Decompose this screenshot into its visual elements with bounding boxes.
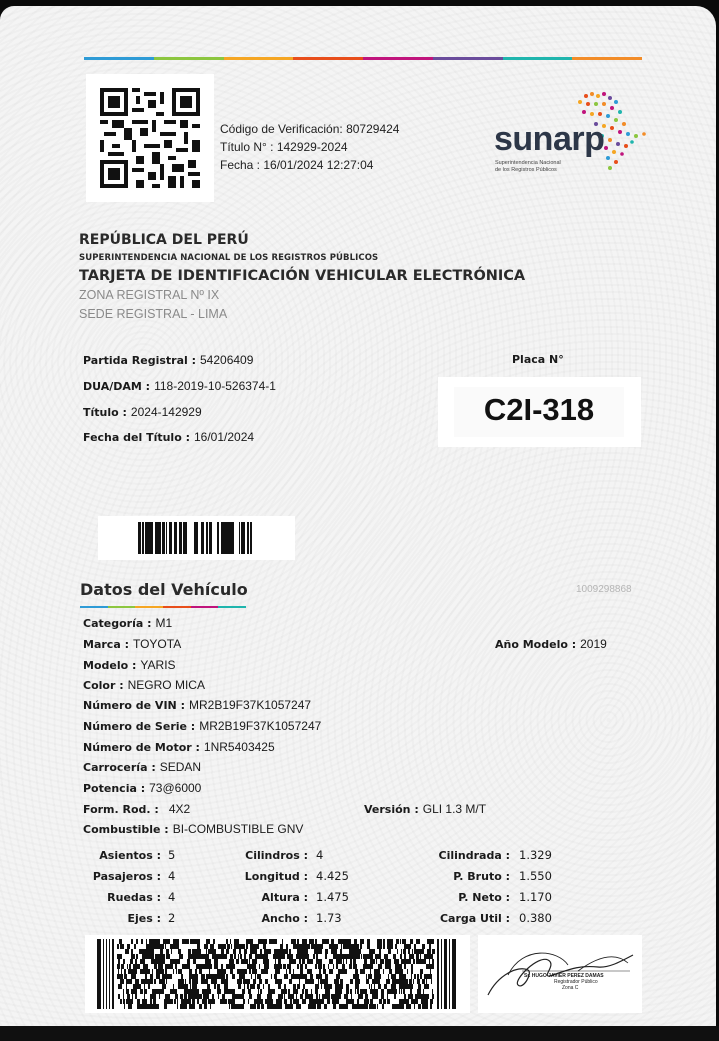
carga-label: Carga Util : bbox=[439, 912, 510, 925]
ancho-row bbox=[262, 911, 308, 925]
section-title-vehiculo: Datos del Vehículo bbox=[80, 580, 248, 599]
titulo-row bbox=[83, 405, 202, 419]
sunarp-subtitle-line-2: de los Registros Públicos bbox=[495, 167, 557, 173]
pbruto-row bbox=[453, 869, 510, 883]
fecha-titulo-label: Fecha del Título : bbox=[83, 431, 190, 444]
longitud-value: 4.425 bbox=[316, 869, 349, 883]
categoria-label: Categoría : bbox=[83, 617, 152, 630]
color-value: NEGRO MICA bbox=[127, 678, 205, 692]
placa-value: C2I-318 bbox=[483, 392, 595, 427]
marca-row bbox=[83, 637, 181, 651]
ejes-label: Ejes : bbox=[127, 912, 161, 925]
ruedas-row bbox=[107, 890, 161, 904]
ejes-row bbox=[127, 911, 161, 925]
placa-label: Placa N° bbox=[512, 353, 564, 366]
combustible-label: Combustible : bbox=[83, 823, 169, 836]
fecha-titulo-row bbox=[83, 430, 254, 444]
version-value: GLI 1.3 M/T bbox=[422, 802, 487, 816]
dua-label: DUA/DAM : bbox=[83, 380, 151, 393]
pneto-value: 1.170 bbox=[519, 890, 552, 904]
carga-row bbox=[440, 911, 510, 925]
cilindrada-value: 1.329 bbox=[519, 848, 552, 862]
verification-fecha: Fecha : 16/01/2024 12:27:04 bbox=[220, 158, 374, 172]
pasajeros-row bbox=[93, 869, 161, 883]
potencia-label: Potencia : bbox=[83, 782, 146, 795]
formrod-value: 4X2 bbox=[168, 802, 191, 816]
zona-registral: ZONA REGISTRAL Nº IX bbox=[79, 288, 220, 302]
potencia-row bbox=[83, 781, 201, 795]
sunarp-logo bbox=[492, 90, 652, 180]
longitud-label: Longitud : bbox=[244, 870, 308, 883]
barcode-small bbox=[98, 516, 295, 560]
color-label: Color : bbox=[83, 679, 124, 692]
carroceria-label: Carrocería : bbox=[83, 761, 156, 774]
pdf417-barcode-icon bbox=[97, 939, 457, 1009]
pneto-row bbox=[458, 890, 510, 904]
asientos-value: 5 bbox=[168, 848, 176, 862]
header-agency: SUPERINTENDENCIA NACIONAL DE LOS REGISTROS PÚBLICOS bbox=[79, 253, 379, 263]
combustible-row bbox=[83, 822, 303, 836]
section-underline bbox=[80, 606, 246, 608]
signature-role: Registrador Público bbox=[554, 979, 598, 985]
ruedas-label: Ruedas : bbox=[107, 891, 161, 904]
placa-box bbox=[438, 377, 641, 447]
titulo-label: Título : bbox=[83, 406, 127, 419]
fecha-titulo-value: 16/01/2024 bbox=[194, 430, 255, 444]
ejes-value: 2 bbox=[168, 911, 176, 925]
modelo-label: Modelo : bbox=[83, 659, 137, 672]
cilindros-row bbox=[245, 848, 308, 862]
modelo-value: YARIS bbox=[140, 658, 176, 672]
ancho-value: 1.73 bbox=[316, 911, 342, 925]
carroceria-value: SEDAN bbox=[159, 760, 202, 774]
motor-value: 1NR5403425 bbox=[203, 740, 275, 754]
asientos-label: Asientos : bbox=[99, 849, 161, 862]
placa-inner bbox=[454, 387, 624, 437]
dua-row bbox=[83, 379, 276, 393]
cilindros-label: Cilindros : bbox=[245, 849, 308, 862]
version-label: Versión : bbox=[364, 803, 419, 816]
sede-registral: SEDE REGISTRAL - LIMA bbox=[79, 307, 228, 321]
pasajeros-label: Pasajeros : bbox=[92, 870, 161, 883]
partida-row bbox=[83, 353, 253, 367]
verification-titulo: Título N° : 142929-2024 bbox=[220, 140, 348, 154]
cilindros-value: 4 bbox=[316, 848, 324, 862]
modelo-row bbox=[83, 658, 176, 672]
vin-value: MR2B19F37K1057247 bbox=[188, 698, 312, 712]
pbruto-label: P. Bruto : bbox=[453, 870, 510, 883]
qr-code-icon bbox=[100, 88, 200, 188]
vehicle-card bbox=[0, 6, 716, 1026]
altura-value: 1.475 bbox=[316, 890, 349, 904]
anio-value: 2019 bbox=[580, 637, 607, 651]
color-row bbox=[83, 678, 205, 692]
signature-name: Sr. HUGO JAVIER PEREZ DAMAS bbox=[524, 973, 604, 979]
motor-row bbox=[83, 740, 275, 754]
header-country: REPÚBLICA DEL PERÚ bbox=[79, 232, 249, 248]
formrod-row bbox=[83, 802, 190, 816]
pdf417-barcode bbox=[85, 935, 470, 1013]
partida-label: Partida Registral : bbox=[83, 354, 196, 367]
categoria-row bbox=[83, 616, 172, 630]
anio-label: Año Modelo : bbox=[495, 638, 577, 651]
serial-number: 1009298868 bbox=[576, 584, 632, 595]
verification-code: Código de Verificación: 80729424 bbox=[220, 122, 400, 136]
altura-row bbox=[262, 890, 308, 904]
carga-value: 0.380 bbox=[519, 911, 552, 925]
sunarp-wordmark: sunarp bbox=[494, 120, 605, 158]
vin-label: Número de VIN : bbox=[83, 699, 185, 712]
carroceria-row bbox=[83, 760, 201, 774]
cilindrada-label: Cilindrada : bbox=[438, 849, 510, 862]
partida-value: 54206409 bbox=[200, 353, 254, 367]
potencia-value: 73@6000 bbox=[149, 781, 202, 795]
titulo-value: 2024-142929 bbox=[130, 405, 202, 419]
version-row bbox=[364, 802, 486, 816]
barcode-small-icon bbox=[138, 522, 256, 554]
longitud-row bbox=[245, 869, 308, 883]
combustible-value: BI-COMBUSTIBLE GNV bbox=[172, 822, 304, 836]
categoria-value: M1 bbox=[155, 616, 173, 630]
serie-label: Número de Serie : bbox=[83, 720, 196, 733]
formrod-label: Form. Rod. : bbox=[83, 803, 159, 816]
signature-caption bbox=[524, 973, 604, 991]
pneto-label: P. Neto : bbox=[458, 891, 510, 904]
signature-seal: Zona C bbox=[562, 985, 579, 991]
altura-label: Altura : bbox=[261, 891, 308, 904]
motor-label: Número de Motor : bbox=[83, 741, 200, 754]
ancho-label: Ancho : bbox=[261, 912, 308, 925]
signature-box bbox=[478, 935, 642, 1013]
ruedas-value: 4 bbox=[168, 890, 176, 904]
bottom-bar bbox=[0, 1026, 719, 1041]
pasajeros-value: 4 bbox=[168, 869, 176, 883]
pbruto-value: 1.550 bbox=[519, 869, 552, 883]
serie-row bbox=[83, 719, 321, 733]
vin-row bbox=[83, 698, 311, 712]
asientos-row bbox=[99, 848, 161, 862]
serie-value: MR2B19F37K1057247 bbox=[199, 719, 322, 733]
dua-value: 118-2019-10-526374-1 bbox=[154, 379, 276, 393]
marca-label: Marca : bbox=[83, 638, 129, 651]
document-title: TARJETA DE IDENTIFICACIÓN VEHICULAR ELECTRÓNICA bbox=[79, 268, 526, 284]
color-stripe bbox=[84, 57, 642, 60]
sunarp-subtitle-line-1: Superintendencia Nacional bbox=[495, 160, 561, 166]
sunarp-subtitle bbox=[495, 160, 585, 174]
qr-code bbox=[86, 74, 214, 202]
verification-block bbox=[220, 120, 399, 174]
anio-row bbox=[495, 637, 607, 651]
marca-value: TOYOTA bbox=[132, 637, 182, 651]
cilindrada-row bbox=[439, 848, 510, 862]
